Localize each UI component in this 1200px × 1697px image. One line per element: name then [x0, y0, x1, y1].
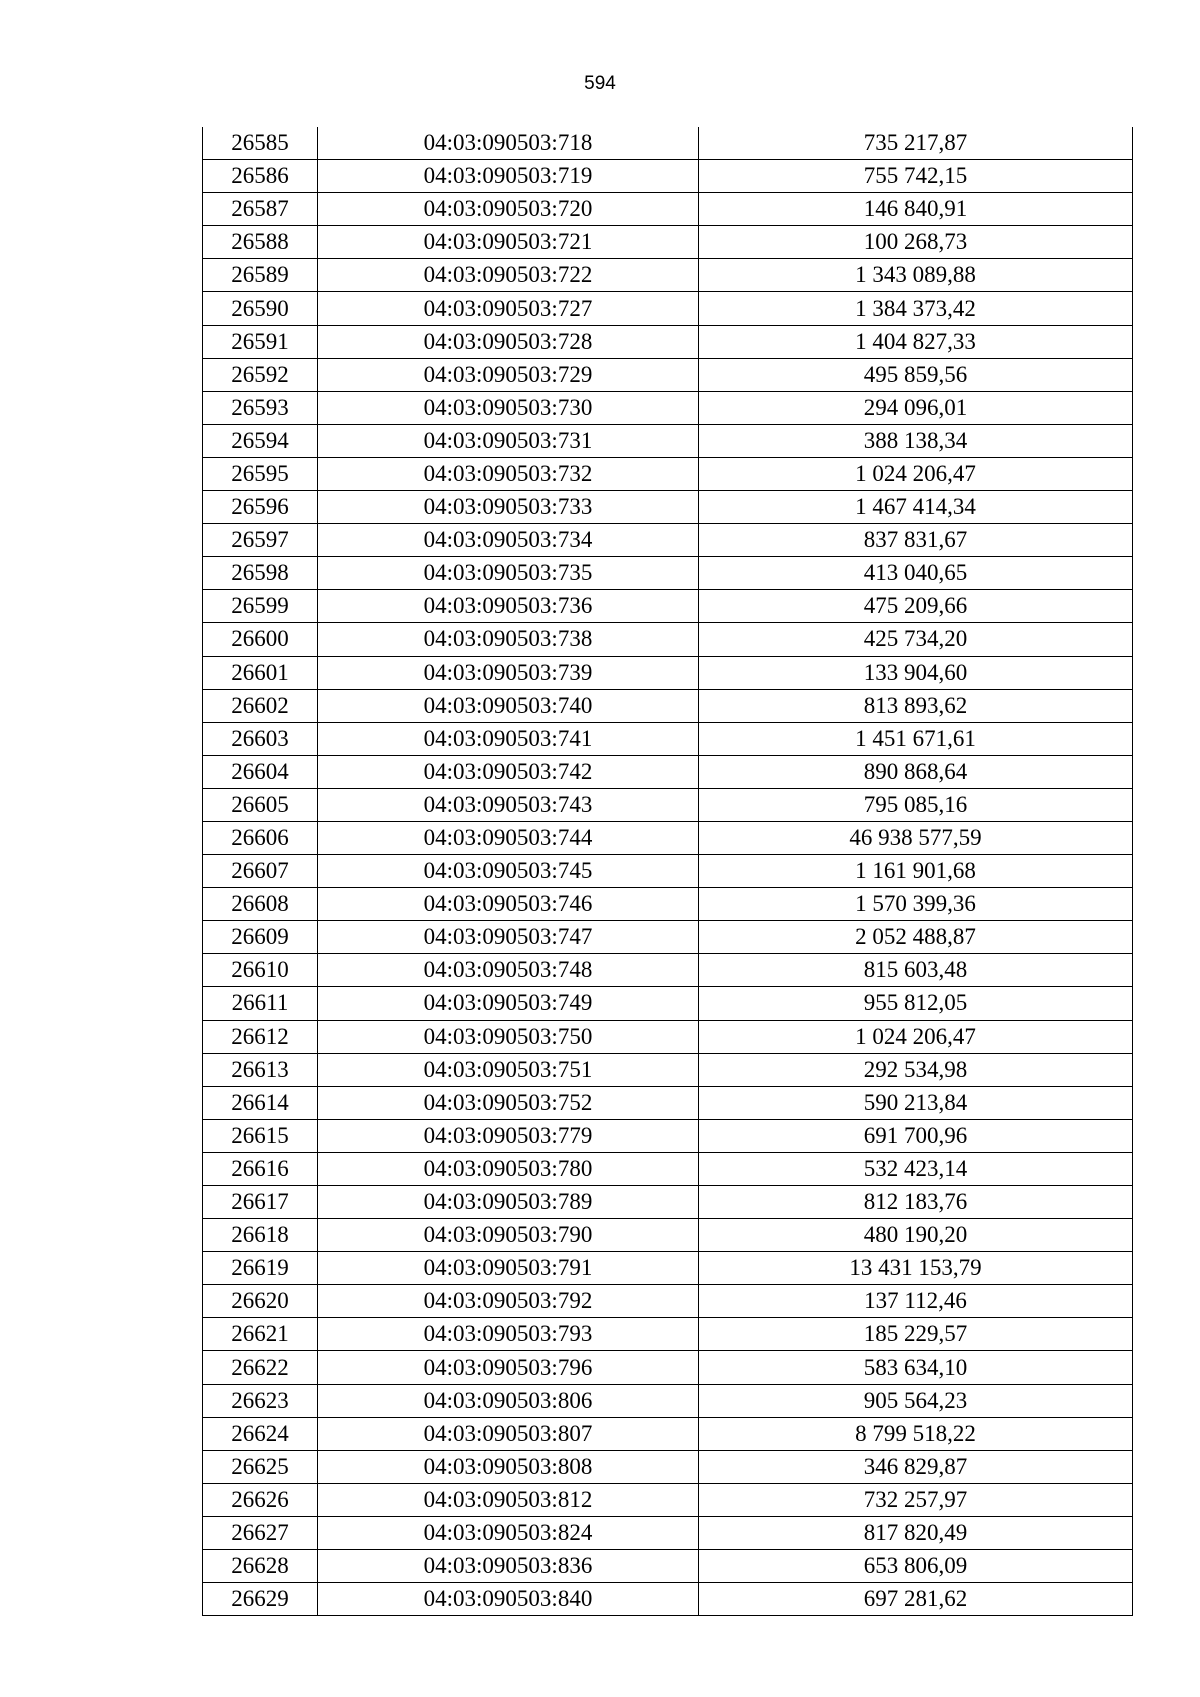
- cadastral-value-cell: 495 859,56: [699, 358, 1133, 391]
- table-row: [203, 325, 1133, 358]
- cadastral-number-cell: 04:03:090503:736: [318, 590, 699, 623]
- cadastral-number-cell: 04:03:090503:780: [318, 1152, 699, 1185]
- cadastral-number-cell: 04:03:090503:745: [318, 855, 699, 888]
- table-row: [203, 457, 1133, 490]
- cadastral-number-cell: 04:03:090503:779: [318, 1119, 699, 1152]
- row-number-cell: 26612: [203, 1020, 318, 1053]
- cadastral-value-cell: 817 820,49: [699, 1516, 1133, 1549]
- row-number-cell: 26622: [203, 1351, 318, 1384]
- cadastral-value-cell: 100 268,73: [699, 226, 1133, 259]
- cadastral-number-cell: 04:03:090503:729: [318, 358, 699, 391]
- cadastral-number-cell: 04:03:090503:752: [318, 1086, 699, 1119]
- page-number: 594: [584, 73, 616, 94]
- table-row: [203, 292, 1133, 325]
- row-number-cell: 26587: [203, 193, 318, 226]
- table-row: [203, 987, 1133, 1020]
- table-row: [203, 127, 1133, 160]
- table-row: [203, 160, 1133, 193]
- table-row: [203, 656, 1133, 689]
- cadastral-value-cell: 1 451 671,61: [699, 722, 1133, 755]
- cadastral-value-cell: 137 112,46: [699, 1285, 1133, 1318]
- row-number-cell: 26585: [203, 127, 318, 160]
- table-row: [203, 1483, 1133, 1516]
- cadastral-number-cell: 04:03:090503:738: [318, 623, 699, 656]
- table-row: [203, 1219, 1133, 1252]
- table-row: [203, 623, 1133, 656]
- cadastral-value-cell: 1 467 414,34: [699, 491, 1133, 524]
- cadastral-value-cell: 812 183,76: [699, 1186, 1133, 1219]
- row-number-cell: 26609: [203, 921, 318, 954]
- table-row: [203, 755, 1133, 788]
- table-row: [203, 689, 1133, 722]
- row-number-cell: 26590: [203, 292, 318, 325]
- row-number-cell: 26627: [203, 1516, 318, 1549]
- row-number-cell: 26600: [203, 623, 318, 656]
- cadastral-number-cell: 04:03:090503:748: [318, 954, 699, 987]
- table-row: [203, 193, 1133, 226]
- cadastral-value-cell: 8 799 518,22: [699, 1417, 1133, 1450]
- row-number-cell: 26593: [203, 391, 318, 424]
- cadastral-value-cell: 905 564,23: [699, 1384, 1133, 1417]
- cadastral-number-cell: 04:03:090503:742: [318, 755, 699, 788]
- cadastral-number-cell: 04:03:090503:719: [318, 160, 699, 193]
- table-body: [203, 127, 1133, 1616]
- cadastral-value-cell: 1 570 399,36: [699, 888, 1133, 921]
- row-number-cell: 26606: [203, 821, 318, 854]
- table-row: [203, 1285, 1133, 1318]
- cadastral-value-cell: 691 700,96: [699, 1119, 1133, 1152]
- cadastral-number-cell: 04:03:090503:743: [318, 788, 699, 821]
- row-number-cell: 26611: [203, 987, 318, 1020]
- row-number-cell: 26598: [203, 557, 318, 590]
- row-number-cell: 26602: [203, 689, 318, 722]
- table-row: [203, 358, 1133, 391]
- row-number-cell: 26621: [203, 1318, 318, 1351]
- row-number-cell: 26592: [203, 358, 318, 391]
- row-number-cell: 26613: [203, 1053, 318, 1086]
- row-number-cell: 26605: [203, 788, 318, 821]
- table-row: [203, 1516, 1133, 1549]
- row-number-cell: 26589: [203, 259, 318, 292]
- row-number-cell: 26586: [203, 160, 318, 193]
- table-row: [203, 821, 1133, 854]
- row-number-cell: 26620: [203, 1285, 318, 1318]
- table-row: [203, 391, 1133, 424]
- cadastral-value-cell: 815 603,48: [699, 954, 1133, 987]
- cadastral-value-cell: 475 209,66: [699, 590, 1133, 623]
- row-number-cell: 26588: [203, 226, 318, 259]
- table-row: [203, 855, 1133, 888]
- cadastral-value-cell: 653 806,09: [699, 1550, 1133, 1583]
- cadastral-value-cell: 795 085,16: [699, 788, 1133, 821]
- table-row: [203, 788, 1133, 821]
- cadastral-value-cell: 133 904,60: [699, 656, 1133, 689]
- cadastral-number-cell: 04:03:090503:836: [318, 1550, 699, 1583]
- cadastral-value-cell: 1 024 206,47: [699, 457, 1133, 490]
- row-number-cell: 26625: [203, 1450, 318, 1483]
- row-number-cell: 26623: [203, 1384, 318, 1417]
- cadastral-number-cell: 04:03:090503:733: [318, 491, 699, 524]
- cadastral-value-cell: 388 138,34: [699, 424, 1133, 457]
- table-row: [203, 1119, 1133, 1152]
- row-number-cell: 26607: [203, 855, 318, 888]
- table-row: [203, 226, 1133, 259]
- cadastral-value-cell: 955 812,05: [699, 987, 1133, 1020]
- row-number-cell: 26629: [203, 1583, 318, 1616]
- row-number-cell: 26617: [203, 1186, 318, 1219]
- row-number-cell: 26603: [203, 722, 318, 755]
- cadastral-number-cell: 04:03:090503:790: [318, 1219, 699, 1252]
- cadastral-value-cell: 890 868,64: [699, 755, 1133, 788]
- cadastral-number-cell: 04:03:090503:808: [318, 1450, 699, 1483]
- table-row: [203, 1020, 1133, 1053]
- table-row: [203, 557, 1133, 590]
- cadastral-number-cell: 04:03:090503:824: [318, 1516, 699, 1549]
- cadastral-value-cell: 480 190,20: [699, 1219, 1133, 1252]
- table-row: [203, 1053, 1133, 1086]
- cadastral-number-cell: 04:03:090503:727: [318, 292, 699, 325]
- cadastral-number-cell: 04:03:090503:793: [318, 1318, 699, 1351]
- cadastral-number-cell: 04:03:090503:721: [318, 226, 699, 259]
- cadastral-number-cell: 04:03:090503:806: [318, 1384, 699, 1417]
- table-row: [203, 1450, 1133, 1483]
- table-row: [203, 722, 1133, 755]
- cadastral-number-cell: 04:03:090503:751: [318, 1053, 699, 1086]
- row-number-cell: 26601: [203, 656, 318, 689]
- table-row: [203, 259, 1133, 292]
- cadastral-number-cell: 04:03:090503:747: [318, 921, 699, 954]
- row-number-cell: 26628: [203, 1550, 318, 1583]
- cadastral-value-cell: 732 257,97: [699, 1483, 1133, 1516]
- cadastral-value-cell: 46 938 577,59: [699, 821, 1133, 854]
- row-number-cell: 26619: [203, 1252, 318, 1285]
- table-row: [203, 1318, 1133, 1351]
- cadastral-value-cell: 185 229,57: [699, 1318, 1133, 1351]
- row-number-cell: 26614: [203, 1086, 318, 1119]
- cadastral-value-cell: 425 734,20: [699, 623, 1133, 656]
- row-number-cell: 26597: [203, 524, 318, 557]
- row-number-cell: 26626: [203, 1483, 318, 1516]
- table-row: [203, 590, 1133, 623]
- cadastral-value-cell: 697 281,62: [699, 1583, 1133, 1616]
- table-row: [203, 1550, 1133, 1583]
- row-number-cell: 26599: [203, 590, 318, 623]
- cadastral-value-cell: 2 052 488,87: [699, 921, 1133, 954]
- cadastral-number-cell: 04:03:090503:718: [318, 127, 699, 160]
- cadastral-number-cell: 04:03:090503:720: [318, 193, 699, 226]
- cadastral-value-table: [202, 127, 1133, 1616]
- cadastral-value-cell: 294 096,01: [699, 391, 1133, 424]
- cadastral-value-cell: 735 217,87: [699, 127, 1133, 160]
- cadastral-number-cell: 04:03:090503:792: [318, 1285, 699, 1318]
- cadastral-value-cell: 1 384 373,42: [699, 292, 1133, 325]
- cadastral-number-cell: 04:03:090503:791: [318, 1252, 699, 1285]
- cadastral-number-cell: 04:03:090503:744: [318, 821, 699, 854]
- cadastral-number-cell: 04:03:090503:732: [318, 457, 699, 490]
- cadastral-value-cell: 292 534,98: [699, 1053, 1133, 1086]
- row-number-cell: 26615: [203, 1119, 318, 1152]
- table-row: [203, 1384, 1133, 1417]
- cadastral-number-cell: 04:03:090503:789: [318, 1186, 699, 1219]
- cadastral-number-cell: 04:03:090503:734: [318, 524, 699, 557]
- table-row: [203, 1186, 1133, 1219]
- cadastral-value-cell: 1 404 827,33: [699, 325, 1133, 358]
- cadastral-number-cell: 04:03:090503:812: [318, 1483, 699, 1516]
- table-row: [203, 954, 1133, 987]
- table-row: [203, 1152, 1133, 1185]
- row-number-cell: 26591: [203, 325, 318, 358]
- cadastral-value-cell: 837 831,67: [699, 524, 1133, 557]
- row-number-cell: 26616: [203, 1152, 318, 1185]
- cadastral-number-cell: 04:03:090503:739: [318, 656, 699, 689]
- cadastral-value-cell: 1 161 901,68: [699, 855, 1133, 888]
- cadastral-value-cell: 583 634,10: [699, 1351, 1133, 1384]
- cadastral-number-cell: 04:03:090503:731: [318, 424, 699, 457]
- table-row: [203, 491, 1133, 524]
- row-number-cell: 26608: [203, 888, 318, 921]
- cadastral-number-cell: 04:03:090503:730: [318, 391, 699, 424]
- table-row: [203, 1351, 1133, 1384]
- table-row: [203, 1417, 1133, 1450]
- table-row: [203, 524, 1133, 557]
- row-number-cell: 26618: [203, 1219, 318, 1252]
- cadastral-number-cell: 04:03:090503:749: [318, 987, 699, 1020]
- cadastral-value-cell: 532 423,14: [699, 1152, 1133, 1185]
- row-number-cell: 26594: [203, 424, 318, 457]
- row-number-cell: 26610: [203, 954, 318, 987]
- row-number-cell: 26604: [203, 755, 318, 788]
- cadastral-value-cell: 1 024 206,47: [699, 1020, 1133, 1053]
- cadastral-number-cell: 04:03:090503:741: [318, 722, 699, 755]
- table-row: [203, 1252, 1133, 1285]
- cadastral-value-cell: 13 431 153,79: [699, 1252, 1133, 1285]
- row-number-cell: 26624: [203, 1417, 318, 1450]
- row-number-cell: 26595: [203, 457, 318, 490]
- table-row: [203, 921, 1133, 954]
- table-row: [203, 888, 1133, 921]
- table-row: [203, 424, 1133, 457]
- table-row: [203, 1583, 1133, 1616]
- cadastral-number-cell: 04:03:090503:735: [318, 557, 699, 590]
- cadastral-value-cell: 413 040,65: [699, 557, 1133, 590]
- cadastral-value-cell: 146 840,91: [699, 193, 1133, 226]
- table-row: [203, 1086, 1133, 1119]
- cadastral-value-cell: 346 829,87: [699, 1450, 1133, 1483]
- cadastral-number-cell: 04:03:090503:796: [318, 1351, 699, 1384]
- cadastral-number-cell: 04:03:090503:740: [318, 689, 699, 722]
- cadastral-number-cell: 04:03:090503:750: [318, 1020, 699, 1053]
- cadastral-number-cell: 04:03:090503:728: [318, 325, 699, 358]
- cadastral-value-cell: 813 893,62: [699, 689, 1133, 722]
- cadastral-number-cell: 04:03:090503:722: [318, 259, 699, 292]
- cadastral-value-cell: 1 343 089,88: [699, 259, 1133, 292]
- row-number-cell: 26596: [203, 491, 318, 524]
- cadastral-value-cell: 755 742,15: [699, 160, 1133, 193]
- cadastral-number-cell: 04:03:090503:807: [318, 1417, 699, 1450]
- cadastral-number-cell: 04:03:090503:840: [318, 1583, 699, 1616]
- cadastral-value-cell: 590 213,84: [699, 1086, 1133, 1119]
- cadastral-number-cell: 04:03:090503:746: [318, 888, 699, 921]
